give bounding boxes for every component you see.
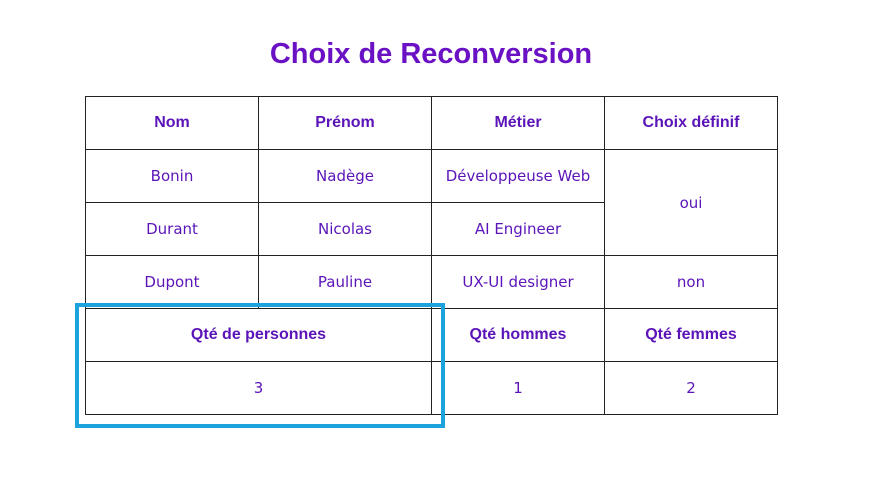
cell-choix-merged: oui [605, 150, 778, 256]
cell-nom: Durant [86, 203, 259, 256]
header-qte-personnes: Qté de personnes [86, 309, 432, 362]
cell-nom: Bonin [86, 150, 259, 203]
value-qte-femmes: 2 [605, 362, 778, 415]
reconversion-table [85, 96, 778, 415]
header-metier: Métier [432, 97, 605, 150]
header-prenom: Prénom [259, 97, 432, 150]
header-row [86, 97, 778, 150]
cell-metier: UX-UI designer [432, 256, 605, 309]
summary-value-row [86, 362, 778, 415]
value-qte-hommes: 1 [432, 362, 605, 415]
header-qte-femmes: Qté femmes [605, 309, 778, 362]
header-choix: Choix définif [605, 97, 778, 150]
table-row [86, 150, 778, 203]
value-qte-personnes: 3 [86, 362, 432, 415]
page-title: Choix de Reconversion [269, 38, 593, 70]
cell-prenom: Nicolas [259, 203, 432, 256]
cell-metier: AI Engineer [432, 203, 605, 256]
header-qte-hommes: Qté hommes [432, 309, 605, 362]
cell-prenom: Pauline [259, 256, 432, 309]
cell-nom: Dupont [86, 256, 259, 309]
table-row [86, 256, 778, 309]
cell-metier: Développeuse Web [432, 150, 605, 203]
summary-header-row [86, 309, 778, 362]
header-nom: Nom [86, 97, 259, 150]
cell-prenom: Nadège [259, 150, 432, 203]
cell-choix: non [605, 256, 778, 309]
